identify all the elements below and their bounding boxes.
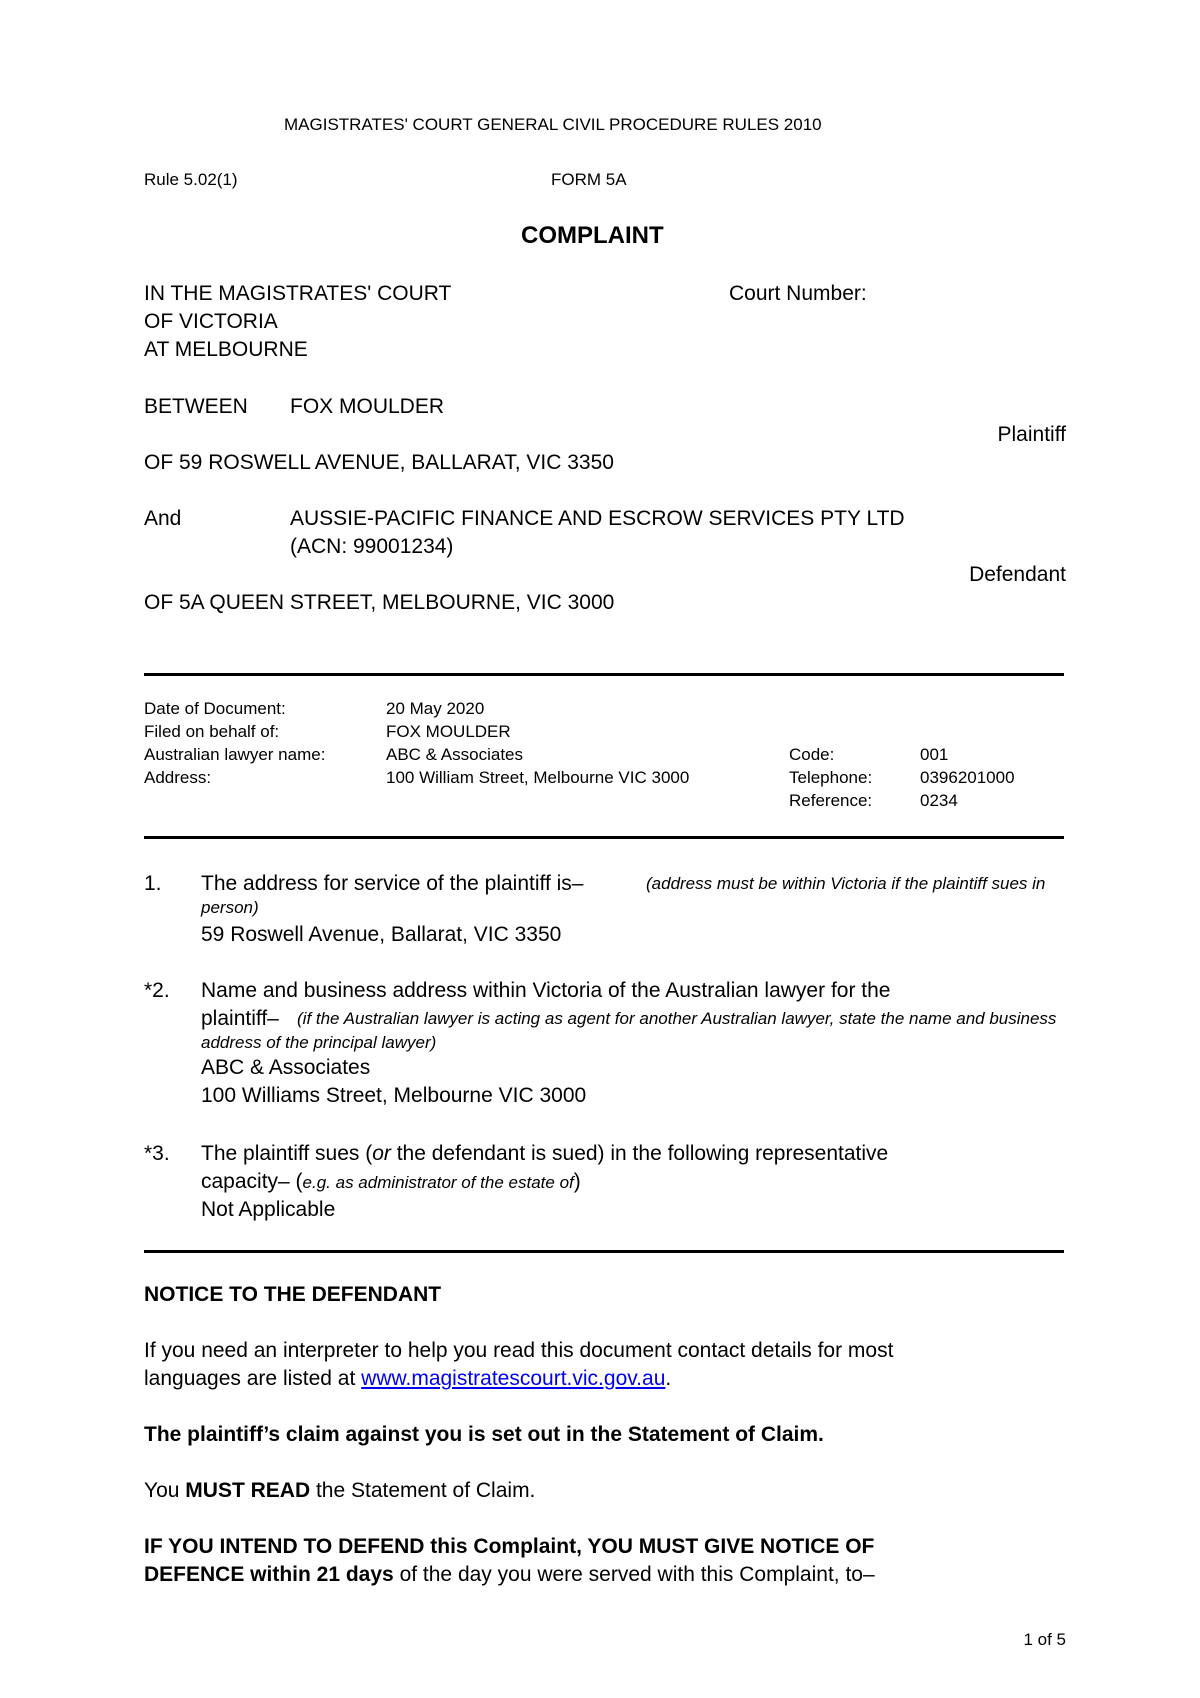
item-3-note: e.g. as administrator of the estate of: [302, 1173, 574, 1192]
item-3-answer: Not Applicable: [201, 1198, 336, 1221]
item-3-close-paren: ): [573, 1170, 581, 1193]
defend-deadline: DEFENCE within 21 days: [144, 1563, 394, 1586]
divider-1: [144, 673, 1064, 676]
defend-line-2: [144, 1561, 875, 1589]
rule-reference: Rule 5.02(1): [144, 170, 238, 189]
item-2-answer-1: ABC & Associates: [201, 1056, 371, 1079]
item-3-text-line-2: [201, 1168, 581, 1197]
court-number-label: Court Number:: [729, 282, 867, 305]
date-value: 20 May 2020: [386, 699, 485, 718]
must-read-line: [144, 1477, 535, 1505]
code-label: Code:: [789, 745, 835, 764]
defend-line-1: IF YOU INTEND TO DEFEND this Complaint, YOU MUST GIVE NOTICE OF: [144, 1535, 875, 1558]
reference-value: 0234: [920, 791, 958, 810]
item-3-text-b: the defendant is sued) in the following representative: [390, 1142, 889, 1165]
item-3-text-or: or: [372, 1142, 391, 1165]
item-1-number: 1.: [144, 872, 162, 895]
must-read-bold: MUST READ: [185, 1479, 311, 1502]
plaintiff-address: OF 59 ROSWELL AVENUE, BALLARAT, VIC 3350: [144, 451, 614, 474]
item-3-capacity: capacity– (: [201, 1170, 303, 1193]
filed-label: Filed on behalf of:: [144, 722, 280, 741]
defendant-name: AUSSIE-PACIFIC FINANCE AND ESCROW SERVICES PTY LTD: [290, 507, 905, 530]
between-label: BETWEEN: [144, 395, 248, 418]
reference-label: Reference:: [789, 791, 873, 810]
magistrates-court-link[interactable]: www.magistratescourt.vic.gov.au: [361, 1367, 666, 1390]
and-label: And: [144, 507, 182, 530]
defendant-acn: (ACN: 99001234): [290, 535, 454, 558]
interpreter-line-2: [144, 1365, 671, 1393]
item-2-text-line-1: Name and business address within Victoria of the Australian lawyer for the: [201, 979, 891, 1002]
item-1-note-block: (address must be within Victoria if the plaintiff sues in person): [201, 874, 1046, 917]
must-read-suffix: the Statement of Claim.: [310, 1479, 536, 1502]
item-3-text-line-1: [201, 1140, 888, 1168]
code-value: 001: [920, 745, 949, 764]
plaintiff-name: FOX MOULDER: [290, 395, 445, 418]
claim-statement: The plaintiff’s claim against you is set out in the Statement of Claim.: [144, 1423, 824, 1446]
item-1-answer: 59 Roswell Avenue, Ballarat, VIC 3350: [201, 923, 562, 946]
telephone-label: Telephone:: [789, 768, 873, 787]
lawyer-label: Australian lawyer name:: [144, 745, 326, 764]
must-read-prefix: You: [144, 1479, 186, 1502]
item-2-note: (if the Australian lawyer is acting as agent for another Australian lawyer, state the name and business address of the principal lawyer): [201, 1009, 1057, 1052]
interpreter-text: languages are listed at: [144, 1367, 362, 1390]
defendant-address: OF 5A QUEEN STREET, MELBOURNE, VIC 3000: [144, 591, 615, 614]
defend-rest: of the day you were served with this Complaint, to–: [393, 1563, 875, 1586]
court-line-3: AT MELBOURNE: [144, 338, 308, 361]
item-2-answer-2: 100 Williams Street, Melbourne VIC 3000: [201, 1084, 587, 1107]
date-label: Date of Document:: [144, 699, 286, 718]
divider-2: [144, 836, 1064, 839]
form-reference: FORM 5A: [551, 170, 627, 189]
court-line-1: IN THE MAGISTRATES' COURT: [144, 282, 452, 305]
plaintiff-role: Plaintiff: [997, 423, 1066, 446]
item-2-text-line-2: plaintiff–: [201, 1007, 279, 1030]
address-value: 100 William Street, Melbourne VIC 3000: [386, 768, 690, 787]
rules-title: MAGISTRATES' COURT GENERAL CIVIL PROCEDURE RULES 2010: [284, 115, 822, 134]
divider-3: [144, 1250, 1064, 1253]
interpreter-line-1: If you need an interpreter to help you read this document contact details for most: [144, 1339, 894, 1362]
item-2-number: *2.: [144, 979, 170, 1002]
defendant-role: Defendant: [969, 563, 1066, 586]
lawyer-value: ABC & Associates: [386, 745, 524, 764]
telephone-value: 0396201000: [920, 768, 1015, 787]
court-line-2: OF VICTORIA: [144, 310, 278, 333]
filed-value: FOX MOULDER: [386, 722, 511, 741]
interpreter-period: .: [665, 1367, 672, 1390]
item-3-number: *3.: [144, 1142, 170, 1165]
item-3-text-a: The plaintiff sues (: [201, 1142, 373, 1165]
address-label: Address:: [144, 768, 212, 787]
document-title: COMPLAINT: [521, 222, 664, 249]
page-number: 1 of 5: [1023, 1630, 1066, 1649]
item-1-question: The address for service of the plaintiff is–: [201, 872, 584, 895]
notice-heading: NOTICE TO THE DEFENDANT: [144, 1283, 442, 1306]
